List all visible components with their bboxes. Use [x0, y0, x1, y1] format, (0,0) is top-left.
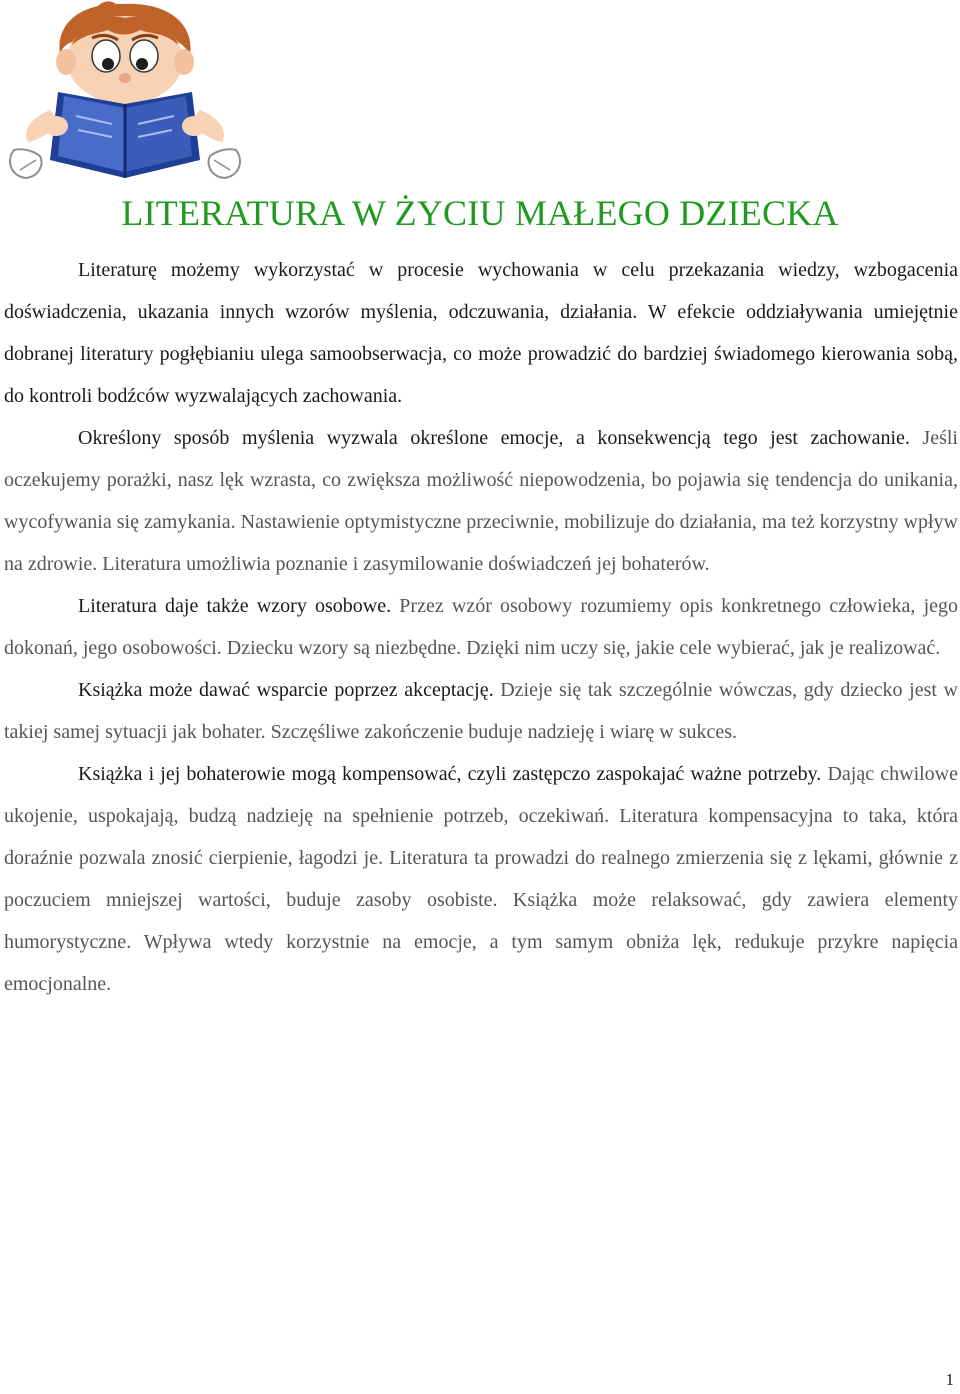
paragraph-1: [4, 249, 958, 417]
paragraph-3-rest: Przez wzór osobowy rozumiemy opis konkretnego człowieka, jego dokonań, jego osobowości. Dziecku wzory są niezbędne. Dzięki nim uczy się, jakie cele wybierać, jak je realizować.: [4, 595, 958, 659]
paragraph-3: [4, 585, 958, 669]
paragraph-5-rest: Dając chwilowe ukojenie, uspokajają, budzą nadzieję na spełnienie potrzeb, oczekiwań. Literatura kompensacyjna to taka, która doraźnie pozwala znosić cierpienie, łagodzi je. Literatura ta prowadzi do realnego zmierzenia się z lękami, głównie z poczuciem mniejszej wartości, buduje zasoby osobiste. Książka może relaksować, gdy zawiera elementy humorystyczne. Wpływa wtedy korzystnie na emocje, a tym samym obniża lęk, redukuje przykre napięcia emocjonalne.: [4, 763, 958, 995]
paragraph-1-lead: Literaturę możemy wykorzystać w procesie wychowania w celu przekazania wiedzy, wzbogacenia doświadczenia, ukazania innych wzorów myślenia, odczuwania, działania.: [4, 259, 958, 323]
paragraph-5: [4, 753, 958, 1005]
paragraph-2-rest: Jeśli oczekujemy porażki, nasz lęk wzrasta, co zwiększa możliwość niepowodzenia, bo pojawia się tendencja do unikania, wycofywania się zamykania. Nastawienie optymistyczne przeciwnie, mobilizuje do działania, ma też korzystny wpływ na zdrowie. Literatura umożliwia poznanie i zasymilowanie doświadczeń jej bohaterów.: [4, 427, 958, 575]
paragraph-3-lead: Literatura daje także wzory osobowe.: [78, 595, 392, 617]
paragraph-5-lead: Książka i jej bohaterowie mogą kompensować, czyli zastępczo zaspokajać ważne potrzeby.: [78, 763, 822, 785]
article-body: [4, 249, 958, 1005]
paragraph-4-lead: Książka może dawać wsparcie poprzez akceptację.: [78, 679, 494, 701]
page-number: 1: [945, 1370, 954, 1389]
paragraph-2-lead: Określony sposób myślenia wyzwala określone emocje, a konsekwencją tego jest zachowanie.: [78, 427, 910, 449]
paragraph-1-rest: W efekcie oddziaływania umiejętnie dobranej literatury pogłębianiu ulega samoobserwacja, co może prowadzić do bardziej świadomego kierowania sobą, do kontroli bodźców wyzwalających zachowania.: [4, 301, 958, 407]
page-title: LITERATURA W ŻYCIU MAŁEGO DZIECKA: [121, 193, 839, 233]
boy-reading-book-icon: [0, 0, 250, 185]
paragraph-2: [4, 417, 958, 585]
paragraph-4-rest: Dzieje się tak szczególnie wówczas, gdy dziecko jest w takiej samej sytuacji jak bohater. Szczęśliwe zakończenie buduje nadzieję i wiarę w sukces.: [4, 679, 958, 743]
paragraph-4: [4, 669, 958, 753]
